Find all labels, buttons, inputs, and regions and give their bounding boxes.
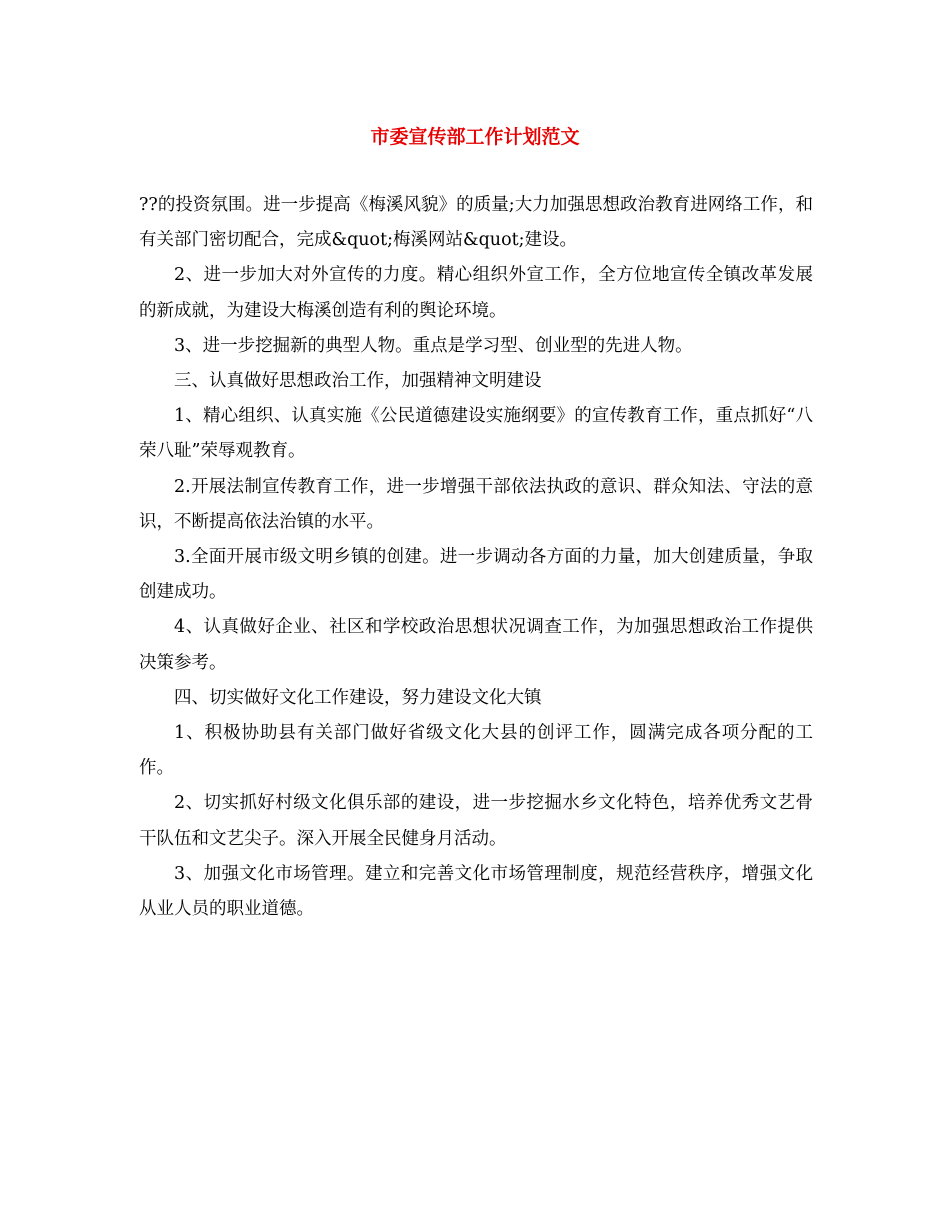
document-title: 市委宣传部工作计划范文 bbox=[370, 126, 580, 148]
paragraph-item: 2.开展法制宣传教育工作，进一步增强干部依法执政的意识、群众知法、守法的意识，不断提高依法治镇的水平。 bbox=[139, 476, 813, 532]
paragraph-item: 2、切实抓好村级文化俱乐部的建设，进一步挖掘水乡文化特色，培养优秀文艺骨干队伍和文艺尖子。深入开展全民健身月活动。 bbox=[139, 793, 813, 849]
section-heading: 四、切实做好文化工作建设，努力建设文化大镇 bbox=[174, 687, 542, 708]
paragraph-item: 3、加强文化市场管理。建立和完善文化市场管理制度，规范经营秩序，增强文化从业人员的职业道德。 bbox=[139, 863, 813, 920]
document-body bbox=[139, 188, 813, 927]
paragraph-item: 3.全面开展市级文明乡镇的创建。进一步调动各方面的力量，加大创建质量，争取创建成功。 bbox=[139, 547, 813, 603]
paragraph-item: 3、进一步挖掘新的典型人物。重点是学习型、创业型的先进人物。 bbox=[174, 335, 693, 356]
paragraph-continuation: ??的投资氛围。进一步提高《梅溪风貌》的质量;大力加强思想政治教育进网络工作，和有关部门密切配合，完成&quot;梅溪网站&quot;建设。 bbox=[139, 195, 813, 251]
paragraph-item: 4、认真做好企业、社区和学校政治思想状况调查工作，为加强思想政治工作提供决策参考。 bbox=[139, 617, 813, 673]
paragraph-item: 2、进一步加大对外宣传的力度。精心组织外宣工作，全方位地宣传全镇改革发展的新成就，为建设大梅溪创造有利的舆论环境。 bbox=[139, 265, 813, 321]
paragraph-item: 1、积极协助县有关部门做好省级文化大县的创评工作，圆满完成各项分配的工作。 bbox=[139, 723, 813, 779]
paragraph-item: 1、精心组织、认真实施《公民道德建设实施纲要》的宣传教育工作，重点抓好“八荣八耻”荣辱观教育。 bbox=[139, 406, 813, 462]
section-heading: 三、认真做好思想政治工作，加强精神文明建设 bbox=[174, 371, 542, 392]
